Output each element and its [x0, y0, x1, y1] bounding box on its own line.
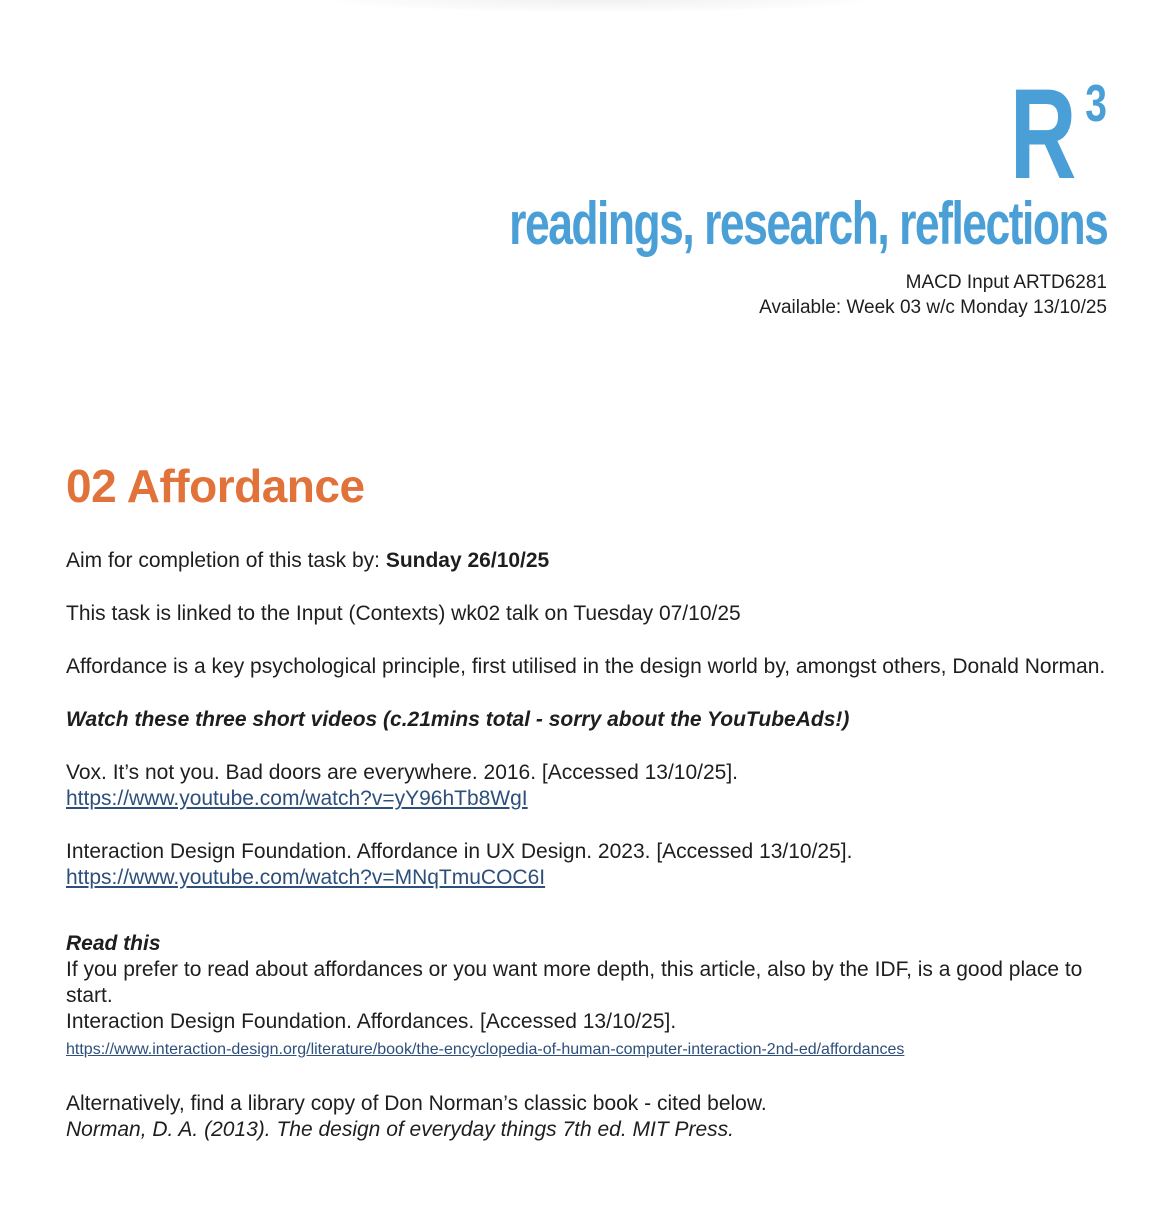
r3-logo — [299, 63, 1107, 206]
video-item — [66, 839, 1106, 891]
video-citation: Vox. It’s not you. Bad doors are everywhere. 2016. [Accessed 13/10/25]. — [66, 761, 739, 784]
read-intro: If you prefer to read about affordances or you want more depth, this article, also by the IDF, is a good place to start. — [66, 958, 1083, 1007]
intro-paragraph: Affordance is a key psychological principle, first utilised in the design world by, amongst others, Donald Norman. — [66, 655, 1106, 678]
header-meta — [299, 270, 1107, 320]
document-header — [299, 63, 1107, 320]
video-link[interactable]: https://www.youtube.com/watch?v=yY96hTb8WgI — [66, 787, 528, 810]
availability-date: Available: Week 03 w/c Monday 13/10/25 — [759, 297, 1107, 318]
alternative-text: Alternatively, find a library copy of Don Norman’s classic book - cited below. — [66, 1092, 767, 1115]
aim-line — [66, 548, 1106, 574]
read-citation: Interaction Design Foundation. Affordances. [Accessed 13/10/25]. — [66, 1010, 677, 1033]
read-section — [66, 931, 1106, 1064]
watch-heading: Watch these three short videos (c.21mins total - sorry about the YouTubeAds!) — [66, 708, 850, 731]
task-content — [66, 458, 1106, 1143]
page-top-shadow — [330, 0, 870, 12]
linked-talk: This task is linked to the Input (Contexts) wk02 talk on Tuesday 07/10/25 — [66, 602, 741, 625]
section-title: 02 Affordance — [66, 460, 365, 512]
video-link[interactable]: https://www.youtube.com/watch?v=MNqTmuCOC6I — [66, 866, 546, 889]
logo-tagline: readings, research, reflections — [508, 190, 1107, 257]
course-code: MACD Input ARTD6281 — [905, 272, 1107, 293]
logo-letter: R — [1009, 63, 1076, 206]
logo-superscript: 3 — [1085, 75, 1107, 133]
video-citation: Interaction Design Foundation. Affordance in UX Design. 2023. [Accessed 13/10/25]. — [66, 840, 853, 863]
aim-prefix: Aim for completion of this task by: — [66, 549, 380, 572]
alternative-section — [66, 1091, 1106, 1143]
read-heading: Read this — [66, 932, 161, 955]
book-citation: Norman, D. A. (2013). The design of everyday things 7th ed. MIT Press. — [66, 1118, 735, 1141]
aim-date: Sunday 26/10/25 — [385, 549, 550, 572]
video-item — [66, 760, 1106, 812]
article-link[interactable]: https://www.interaction-design.org/literature/book/the-encyclopedia-of-human-computer-interaction-2nd-ed/affordances — [66, 1041, 905, 1058]
